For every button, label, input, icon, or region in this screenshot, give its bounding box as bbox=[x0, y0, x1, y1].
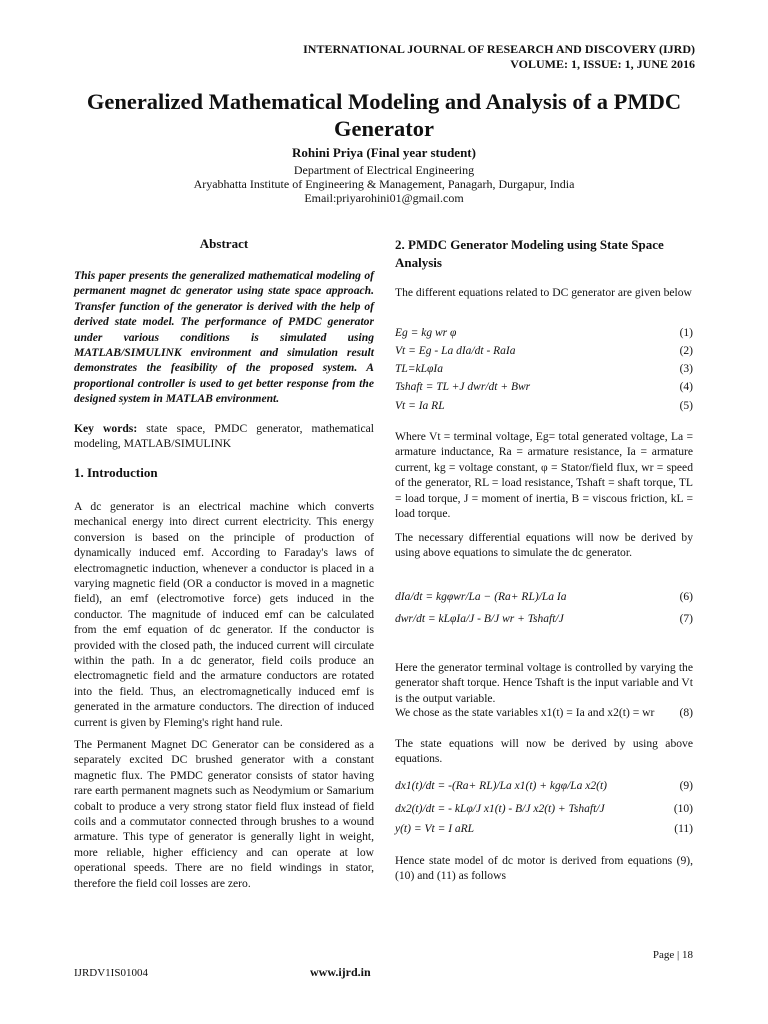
section2-heading: 2. PMDC Generator Modeling using State Space Analysis bbox=[395, 237, 664, 270]
equation-1-number: (1) bbox=[679, 327, 693, 339]
equation-6 bbox=[395, 591, 693, 608]
keywords bbox=[74, 421, 374, 452]
state-variable-text: We chose as the state variables x1(t) = Ia and x2(t) = wr bbox=[395, 706, 655, 719]
equation-7-number: (7) bbox=[679, 613, 693, 625]
department: Department of Electrical Engineering bbox=[293, 163, 475, 177]
abstract-heading: Abstract bbox=[199, 236, 249, 251]
equation-3 bbox=[395, 363, 693, 380]
equation-1-body: Eg = kg wr φ bbox=[395, 327, 457, 339]
equation-9 bbox=[395, 780, 693, 797]
institute: Aryabhatta Institute of Engineering & Management, Panagarh, Durgapur, India bbox=[193, 177, 575, 191]
equation-4 bbox=[395, 381, 693, 398]
paper-title: Generalized Mathematical Modeling and Analysis of a PMDC Generator bbox=[86, 89, 682, 141]
equation-5-number: (5) bbox=[679, 400, 693, 412]
equation-2 bbox=[395, 345, 693, 362]
website-link[interactable]: www.ijrd.in bbox=[310, 965, 371, 979]
differential-intro: The necessary differential equations will now be derived by using above equations to simulate the dc generator. bbox=[395, 531, 693, 560]
state-model-paragraph: Hence state model of dc motor is derived from equations (9), (10) and (11) as follows bbox=[395, 854, 693, 883]
page-number: Page | 18 bbox=[652, 949, 693, 961]
control-paragraph: Here the generator terminal voltage is controlled by varying the generator shaft torque. Hence Tshaft is the input variable and Vt is the output variable. bbox=[395, 661, 693, 705]
keywords-text: state space, PMDC generator, mathematical modeling, MATLAB/SIMULINK bbox=[74, 422, 375, 451]
state-equations-intro: The state equations will now be derived by using above equations. bbox=[395, 737, 693, 766]
intro-paragraph-2: The Permanent Magnet DC Generator can be considered as a separately excited DC brushed generator with a constant magnetic flux. The PMDC generator consists of stator having rare earth permanent magnets such as Neodymium or Samarium cobalt to produce a very strong stator field flux instead of field coils and a commutator connected through brushes to a wound armature. This type of generator is generally light in weight, more reliable, higher efficiency and can operate at low operational speeds. There are no field windings in stator, therefore the field coil losses are zero. bbox=[74, 738, 374, 890]
variable-definitions: Where Vt = terminal voltage, Eg= total generated voltage, La = armature inductance, Ra = armature resistance, Ia = armature current, kg = voltage constant, φ = Stator/field flux, wr = speed of the generator, RL = load resistance, Tshaft = shaft torque, TL = load torque, J = moment of inertia, B = viscous friction, kL = load torque. bbox=[395, 430, 693, 521]
equation-3-body: TL=kLφIa bbox=[395, 363, 443, 375]
equation-11-number: (11) bbox=[674, 823, 693, 835]
equation-1 bbox=[395, 327, 693, 344]
keywords-label: Key words: bbox=[74, 422, 138, 435]
equation-9-number: (9) bbox=[679, 780, 693, 792]
equation-4-body: Tshaft = TL +J dwr/dt + Bwr bbox=[395, 381, 531, 393]
state-variable-choice bbox=[395, 705, 693, 720]
paper-id: IJRDV1IS01004 bbox=[74, 967, 148, 979]
equation-3-number: (3) bbox=[679, 363, 693, 375]
equation-6-body: dIa/dt = kgφwr/La − (Ra+ RL)/La Ia bbox=[395, 591, 567, 603]
abstract-text: This paper presents the generalized mathematical modeling of permanent magnet dc generator using state space approach. Transfer function of the generator is derived with the help of derived state model. The performance of PMDC generator under various conditions is simulated using MATLAB/SIMULINK environment and simulation result demonstrates the feasibility of the proposed system. A proportional controller is used to get better response from the designed system in MATLAB environment. bbox=[74, 269, 374, 406]
equation-6-number: (6) bbox=[679, 591, 693, 603]
journal-volume: VOLUME: 1, ISSUE: 1, JUNE 2016 bbox=[510, 57, 695, 71]
equation-7-body: dwr/dt = kLφIa/J - B/J wr + Tshaft/J bbox=[395, 613, 564, 625]
intro-paragraph-1: A dc generator is an electrical machine which converts mechanical energy into direct current electricity. This energy conversion is based on the principle of production of dynamically induced emf. According to Faraday's laws of electromagnetic induction, whenever a conductor is placed in a varying magnetic field (OR a conductor is moved in a magnetic field), an emf (electromotive force) gets induced in the conductor. The magnitude of induced emf can be calculated from the emf equation of dc generator. If the conductor is provided with the closed path, the induced current will circulate within the path. In a dc generator, field coils produce an electromagnetic field and the armature conductors are rotated into the field. Thus, an electromagnetically induced emf is generated in the armature conductors. The direction of induced current is given by Fleming's right hand rule. bbox=[74, 500, 374, 729]
author: Rohini Priya (Final year student) bbox=[292, 145, 476, 160]
journal-name: INTERNATIONAL JOURNAL OF RESEARCH AND DISCOVERY (IJRD) bbox=[303, 42, 695, 56]
equation-11 bbox=[395, 823, 693, 840]
equation-5-body: Vt = Ia RL bbox=[395, 400, 445, 412]
equation-10-body: dx2(t)/dt = - kLφ/J x1(t) - B/J x2(t) + Tshaft/J bbox=[395, 803, 605, 815]
equation-2-body: Vt = Eg - La dIa/dt - RaIa bbox=[395, 345, 516, 357]
intro-heading: 1. Introduction bbox=[74, 465, 158, 480]
section2-intro: The different equations related to DC generator are given below bbox=[395, 286, 692, 299]
equation-4-number: (4) bbox=[679, 381, 693, 393]
equation-5 bbox=[395, 400, 693, 417]
equation-7 bbox=[395, 613, 693, 630]
email: Email:priyarohini01@gmail.com bbox=[304, 191, 464, 205]
equation-10-number: (10) bbox=[673, 803, 693, 815]
equation-11-body: y(t) = Vt = I aRL bbox=[395, 823, 475, 835]
equation-10 bbox=[395, 803, 693, 820]
equation-9-body: dx1(t)/dt = -(Ra+ RL)/La x1(t) + kgφ/La x2(t) bbox=[395, 780, 608, 792]
equation-8-number: (8) bbox=[679, 706, 693, 719]
equation-2-number: (2) bbox=[679, 345, 693, 357]
